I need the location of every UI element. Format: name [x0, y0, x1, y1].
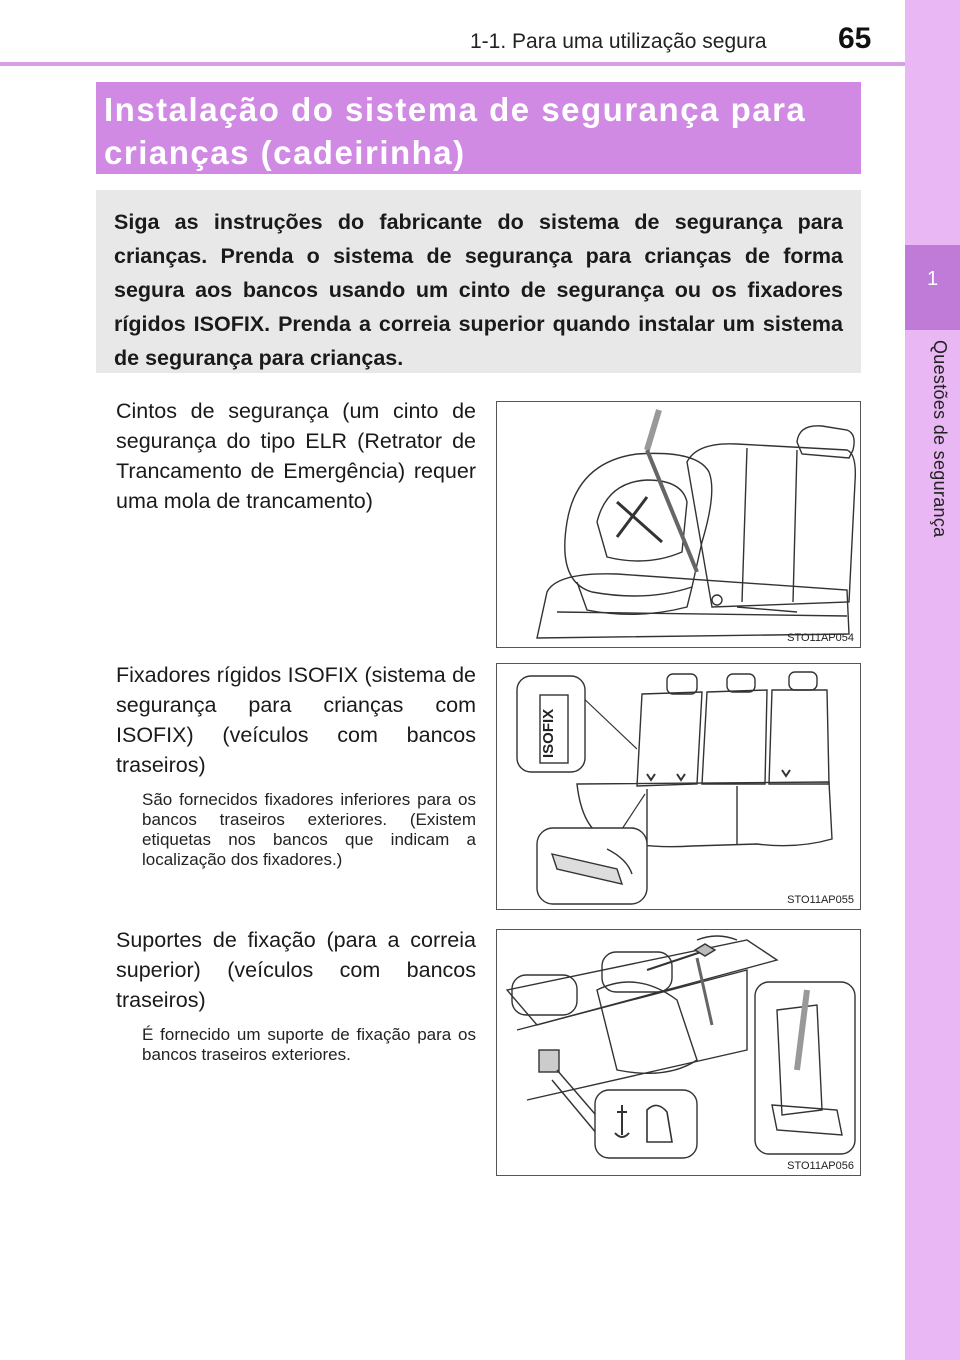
chapter-number: 1 [926, 268, 939, 290]
chapter-side-tab [905, 0, 960, 1360]
page-number: 65 [838, 22, 872, 55]
figure-code: STO11AP055 [787, 894, 854, 906]
figure-seat-belt-child-seat [496, 401, 861, 648]
page-title: Instalação do sistema de segurança para crianças (cadeirinha) [104, 91, 807, 171]
tether-anchor-illustration [497, 930, 861, 1176]
item-isofix-note: São fornecidos fixadores inferiores para os bancos traseiros exteriores. (Existem etiquetas nos bancos que indicam a localização dos fixadores.) [142, 790, 476, 869]
item-seat-belts-text: Cintos de segurança (um cinto de segurança do tipo ELR (Retrator de Trancamento de Emergência) requer uma mola de trancamento) [116, 399, 476, 513]
figure-code: STO11AP056 [787, 1160, 854, 1172]
intro-text: Siga as instruções do fabricante do sistema de segurança para crianças. Prenda o sistema de segurança para crianças de forma segura aos bancos usando um cinto de segurança ou os fixadores rígidos ISOFIX. Prenda a correia superior quando instalar um sistema de segurança para crianças. [114, 210, 843, 370]
figure-code: STO11AP054 [787, 632, 854, 644]
title-banner [96, 82, 861, 174]
chapter-label: Questões de segurança [930, 340, 950, 538]
section-title: 1-1. Para uma utilização segura [470, 30, 767, 53]
item-tether-anchor-note: É fornecido um suporte de fixação para os bancos traseiros exteriores. [142, 1025, 476, 1064]
figure-isofix-anchors [496, 663, 861, 910]
intro-box [96, 190, 861, 373]
item-isofix-text: Fixadores rígidos ISOFIX (sistema de segurança para crianças com ISOFIX) (veículos com bancos traseiros) [116, 663, 476, 777]
isofix-label: ISOFIX [540, 708, 557, 758]
header-rule [0, 62, 905, 66]
child-seat-belt-illustration [497, 402, 861, 648]
figure-tether-anchor [496, 929, 861, 1176]
item-tether-anchor-text: Suportes de fixação (para a correia superior) (veículos com bancos traseiros) [116, 928, 476, 1012]
isofix-illustration [497, 664, 861, 910]
